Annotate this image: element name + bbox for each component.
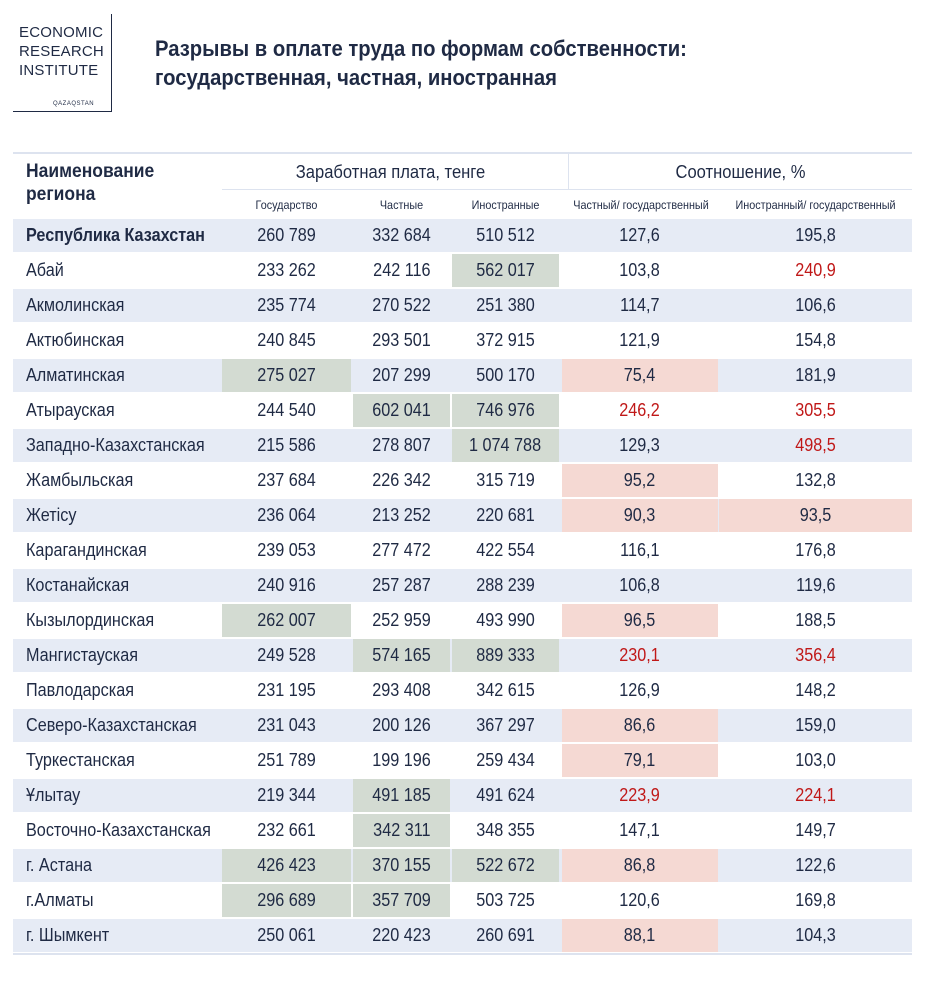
region-name — [13, 814, 231, 847]
wage-for — [452, 779, 559, 812]
table-row — [13, 744, 912, 777]
ratio-for-gov-text: 305,5 — [795, 400, 836, 420]
wage-priv — [353, 919, 450, 952]
region-name-text: Костанайская — [26, 575, 130, 595]
ratio-priv-gov — [562, 639, 718, 672]
wage-gov — [222, 429, 351, 462]
ratio-for-gov-text: 159,0 — [795, 715, 836, 735]
wage-for-text: 348 355 — [476, 820, 535, 840]
header-divider — [222, 189, 912, 190]
ratio-for-gov-text: 119,6 — [795, 575, 836, 595]
wage-for — [452, 709, 559, 742]
region-name — [13, 359, 231, 392]
wage-for-text: 562 017 — [476, 260, 535, 280]
ratio-for-gov-text: 356,4 — [795, 645, 836, 665]
wage-priv — [353, 429, 450, 462]
wage-gov-text: 236 064 — [257, 505, 316, 525]
region-name-text: Актюбинская — [26, 330, 125, 350]
ratio-priv-gov-text: 79,1 — [624, 750, 656, 770]
ratio-priv-gov-text: 230,1 — [619, 645, 661, 665]
region-name-text: Кызылординская — [26, 610, 155, 630]
wage-gov-text: 235 774 — [257, 295, 316, 315]
wage-gov-text: 240 916 — [257, 575, 316, 595]
wage-priv — [353, 534, 450, 567]
region-name — [13, 569, 231, 602]
region-name-text: Северо-Казахстанская — [26, 715, 197, 735]
ratio-for-gov-text: 148,2 — [795, 680, 836, 700]
region-name — [13, 674, 231, 707]
wage-for-text: 372 915 — [476, 330, 535, 350]
ratio-priv-gov-text: 75,4 — [624, 365, 656, 385]
header-priv: Частные — [379, 198, 424, 212]
wage-for-text: 260 691 — [476, 925, 535, 945]
ratio-priv-gov-text: 90,3 — [624, 505, 656, 525]
table-bottom-border — [13, 953, 912, 955]
wage-gov — [222, 639, 351, 672]
region-name-text: Республика Казахстан — [26, 225, 205, 245]
ratio-for-gov-text: 188,5 — [795, 610, 836, 630]
wage-priv — [353, 289, 450, 322]
wage-for-text: 220 681 — [476, 505, 535, 525]
ratio-priv-gov — [562, 569, 718, 602]
wage-gov — [222, 254, 351, 287]
table-row — [13, 359, 912, 392]
ratio-for-gov — [719, 744, 912, 777]
table-row — [13, 604, 912, 637]
wage-for — [452, 289, 559, 322]
logo-subtitle: QAZAQSTAN — [53, 101, 95, 107]
wage-gov — [222, 674, 351, 707]
region-name-text: г. Астана — [26, 855, 93, 875]
wage-for-text: 342 615 — [476, 680, 535, 700]
ratio-priv-gov — [562, 709, 718, 742]
ratio-priv-gov — [562, 534, 718, 567]
ratio-priv-gov-text: 86,8 — [624, 855, 656, 875]
wage-for-text: 367 297 — [476, 715, 535, 735]
wage-for — [452, 324, 559, 357]
region-name-text: Западно-Казахстанская — [26, 435, 205, 455]
wage-priv-text: 226 342 — [372, 470, 431, 490]
header-group-separator — [568, 154, 569, 189]
wage-priv-text: 602 041 — [372, 400, 431, 420]
ratio-priv-gov-text: 88,1 — [624, 925, 656, 945]
wage-for-text: 491 624 — [476, 785, 535, 805]
wage-priv-text: 491 185 — [372, 785, 431, 805]
title-line-2: государственная, частная, иностранная — [155, 65, 557, 90]
header-ratio-priv-gov: Частный/ государственный — [573, 198, 709, 212]
wage-gov-text: 237 684 — [257, 470, 316, 490]
wage-gov-text: 219 344 — [257, 785, 316, 805]
wage-for — [452, 814, 559, 847]
wage-for-text: 493 990 — [476, 610, 535, 630]
wage-priv-text: 213 252 — [372, 505, 431, 525]
ratio-priv-gov — [562, 359, 718, 392]
wage-priv — [353, 814, 450, 847]
wage-priv-text: 293 408 — [372, 680, 431, 700]
wage-priv — [353, 604, 450, 637]
wage-gov-text: 240 845 — [257, 330, 316, 350]
wage-priv-text: 270 522 — [372, 295, 431, 315]
wage-priv-text: 252 959 — [372, 610, 431, 630]
ratio-for-gov-text: 106,6 — [795, 295, 836, 315]
wage-gov-text: 296 689 — [257, 890, 316, 910]
header-gov: Государство — [255, 198, 318, 212]
wage-gov-text: 249 528 — [257, 645, 316, 665]
wage-for — [452, 674, 559, 707]
region-name — [13, 394, 231, 427]
ratio-for-gov-text: 104,3 — [795, 925, 836, 945]
wage-gov — [222, 394, 351, 427]
wage-priv — [353, 219, 450, 252]
ratio-for-gov — [719, 674, 912, 707]
region-name — [13, 464, 231, 497]
region-name-text: Жамбыльская — [26, 470, 134, 490]
wage-priv — [353, 569, 450, 602]
table-row — [13, 814, 912, 847]
ratio-priv-gov — [562, 674, 718, 707]
wage-for — [452, 849, 559, 882]
region-name — [13, 499, 231, 532]
ratio-for-gov-text: 176,8 — [795, 540, 836, 560]
wage-gap-table — [13, 152, 912, 955]
wage-gov — [222, 779, 351, 812]
ratio-for-gov — [719, 219, 912, 252]
wage-gov-text: 250 061 — [257, 925, 316, 945]
logo-line-2: RESEARCH — [19, 43, 104, 60]
wage-gov-text: 275 027 — [257, 365, 316, 385]
region-name-text: Абай — [26, 260, 64, 280]
table-row — [13, 254, 912, 287]
wage-gov — [222, 709, 351, 742]
ratio-priv-gov-text: 86,6 — [624, 715, 656, 735]
table-row — [13, 919, 912, 952]
ratio-priv-gov-text: 129,3 — [619, 435, 661, 455]
region-name — [13, 639, 231, 672]
table-row — [13, 429, 912, 462]
ratio-for-gov — [719, 289, 912, 322]
ratio-priv-gov-text: 126,9 — [619, 680, 661, 700]
ratio-priv-gov — [562, 254, 718, 287]
table-row — [13, 499, 912, 532]
ratio-priv-gov — [562, 289, 718, 322]
wage-gov — [222, 919, 351, 952]
table-row — [13, 849, 912, 882]
wage-gov — [222, 744, 351, 777]
wage-priv-text: 200 126 — [372, 715, 431, 735]
wage-gov-text: 262 007 — [257, 610, 316, 630]
ratio-for-gov-text: 132,8 — [795, 470, 836, 490]
table-row — [13, 219, 912, 252]
table-row — [13, 884, 912, 917]
wage-for — [452, 429, 559, 462]
ratio-for-gov — [719, 464, 912, 497]
region-name — [13, 849, 231, 882]
ratio-for-gov — [719, 429, 912, 462]
ratio-for-gov — [719, 814, 912, 847]
region-name — [13, 779, 231, 812]
ratio-for-gov — [719, 919, 912, 952]
wage-priv — [353, 499, 450, 532]
wage-for — [452, 639, 559, 672]
region-name-text: г.Алматы — [26, 890, 94, 910]
wage-for — [452, 499, 559, 532]
institute-logo — [13, 14, 112, 112]
ratio-for-gov-text: 122,6 — [795, 855, 836, 875]
table-row — [13, 394, 912, 427]
region-name — [13, 289, 231, 322]
header-ratio-group: Соотношение, % — [675, 162, 806, 182]
table-body — [13, 219, 912, 952]
ratio-priv-gov-text: 114,7 — [620, 295, 660, 315]
ratio-priv-gov — [562, 779, 718, 812]
wage-gov-text: 231 043 — [257, 715, 316, 735]
ratio-for-gov-text: 181,9 — [795, 365, 836, 385]
header-for: Иностранные — [471, 198, 540, 212]
ratio-priv-gov-text: 147,1 — [619, 820, 661, 840]
wage-gov-text: 426 423 — [257, 855, 316, 875]
region-name-text: Ұлытау — [26, 785, 81, 805]
region-name — [13, 709, 231, 742]
region-name-text: Карагандинская — [26, 540, 147, 560]
ratio-for-gov-text: 103,0 — [795, 750, 836, 770]
wage-gov-text: 239 053 — [257, 540, 316, 560]
region-name-text: Алматинская — [26, 365, 125, 385]
ratio-for-gov-text: 154,8 — [795, 330, 836, 350]
wage-priv-text: 574 165 — [372, 645, 431, 665]
ratio-for-gov — [719, 394, 912, 427]
wage-priv — [353, 884, 450, 917]
header-region: Наименование региона — [26, 161, 155, 205]
table-row — [13, 324, 912, 357]
region-name — [13, 919, 231, 952]
ratio-for-gov — [719, 639, 912, 672]
wage-for — [452, 359, 559, 392]
wage-priv-text: 293 501 — [372, 330, 431, 350]
ratio-priv-gov — [562, 744, 718, 777]
wage-for-text: 259 434 — [476, 750, 535, 770]
wage-priv-text: 277 472 — [372, 540, 431, 560]
region-name-text: Жетісу — [26, 505, 77, 525]
wage-gov-text: 232 661 — [257, 820, 316, 840]
wage-for-text: 522 672 — [476, 855, 535, 875]
logo-line-3: INSTITUTE — [19, 62, 99, 79]
wage-gov — [222, 604, 351, 637]
wage-priv-text: 342 311 — [372, 820, 431, 840]
ratio-priv-gov-text: 96,5 — [624, 610, 656, 630]
ratio-for-gov — [719, 709, 912, 742]
region-name — [13, 324, 231, 357]
ratio-for-gov — [719, 534, 912, 567]
table-row — [13, 464, 912, 497]
ratio-priv-gov — [562, 394, 718, 427]
wage-for — [452, 569, 559, 602]
region-name-text: г. Шымкент — [26, 925, 110, 945]
wage-gov — [222, 534, 351, 567]
table-row — [13, 639, 912, 672]
table-row — [13, 289, 912, 322]
ratio-for-gov-text: 149,7 — [795, 820, 836, 840]
wage-gov — [222, 814, 351, 847]
ratio-priv-gov — [562, 499, 718, 532]
logo-line-1: ECONOMIC — [19, 24, 104, 41]
ratio-for-gov — [719, 359, 912, 392]
wage-priv — [353, 744, 450, 777]
wage-gov-text: 251 789 — [257, 750, 316, 770]
ratio-for-gov — [719, 779, 912, 812]
wage-for — [452, 254, 559, 287]
region-name — [13, 219, 231, 252]
table-row — [13, 569, 912, 602]
wage-for — [452, 219, 559, 252]
ratio-for-gov — [719, 499, 912, 532]
header-salary-group: Заработная плата, тенге — [295, 162, 486, 182]
wage-gov-text: 244 540 — [257, 400, 316, 420]
wage-priv-text: 257 287 — [372, 575, 431, 595]
region-name — [13, 429, 231, 462]
region-name-text: Акмолинская — [26, 295, 125, 315]
wage-for-text: 889 333 — [476, 645, 535, 665]
wage-for — [452, 464, 559, 497]
ratio-priv-gov-text: 223,9 — [619, 785, 661, 805]
wage-for — [452, 534, 559, 567]
wage-for-text: 746 976 — [476, 400, 535, 420]
ratio-priv-gov-text: 106,8 — [619, 575, 661, 595]
ratio-for-gov-text: 93,5 — [799, 505, 832, 525]
region-name-text: Восточно-Казахстанская — [26, 820, 211, 840]
wage-priv-text: 220 423 — [372, 925, 431, 945]
wage-priv — [353, 324, 450, 357]
wage-priv-text: 357 709 — [372, 890, 431, 910]
ratio-priv-gov — [562, 919, 718, 952]
ratio-for-gov — [719, 604, 912, 637]
ratio-priv-gov — [562, 849, 718, 882]
wage-gov-text: 231 195 — [257, 680, 316, 700]
wage-priv — [353, 709, 450, 742]
region-name-text: Мангистауская — [26, 645, 139, 665]
wage-gov-text: 215 586 — [257, 435, 316, 455]
region-name — [13, 254, 231, 287]
wage-gov — [222, 569, 351, 602]
wage-gov-text: 233 262 — [257, 260, 316, 280]
ratio-priv-gov-text: 95,2 — [624, 470, 656, 490]
ratio-for-gov — [719, 884, 912, 917]
table-row — [13, 674, 912, 707]
region-name — [13, 744, 231, 777]
table-row — [13, 534, 912, 567]
wage-priv-text: 332 684 — [372, 225, 431, 245]
wage-priv — [353, 779, 450, 812]
ratio-priv-gov — [562, 429, 718, 462]
ratio-priv-gov-text: 246,2 — [619, 400, 661, 420]
ratio-priv-gov — [562, 604, 718, 637]
wage-for-text: 510 512 — [476, 225, 535, 245]
wage-priv — [353, 639, 450, 672]
wage-priv — [353, 254, 450, 287]
wage-for — [452, 394, 559, 427]
wage-for-text: 288 239 — [476, 575, 535, 595]
wage-for — [452, 744, 559, 777]
region-name — [13, 884, 231, 917]
wage-for-text: 422 554 — [476, 540, 535, 560]
wage-gov — [222, 324, 351, 357]
ratio-priv-gov-text: 121,9 — [619, 330, 661, 350]
ratio-for-gov — [719, 254, 912, 287]
ratio-for-gov-text: 195,8 — [795, 225, 836, 245]
ratio-for-gov-text: 498,5 — [795, 435, 836, 455]
ratio-priv-gov-text: 127,6 — [619, 225, 661, 245]
wage-for-text: 503 725 — [476, 890, 535, 910]
wage-for-text: 315 719 — [476, 470, 535, 490]
ratio-priv-gov — [562, 464, 718, 497]
region-name — [13, 604, 231, 637]
wage-gov — [222, 219, 351, 252]
wage-priv-text: 370 155 — [372, 855, 431, 875]
wage-gov — [222, 884, 351, 917]
wage-gov — [222, 464, 351, 497]
header-ratio-for-gov: Иностранный/ государственный — [735, 198, 896, 212]
page-title — [155, 34, 836, 92]
ratio-for-gov — [719, 324, 912, 357]
region-name-text: Павлодарская — [26, 680, 134, 700]
table-header — [13, 152, 912, 219]
ratio-priv-gov-text: 120,6 — [619, 890, 661, 910]
wage-priv — [353, 849, 450, 882]
wage-gov — [222, 289, 351, 322]
wage-for-text: 1 074 788 — [469, 435, 542, 455]
ratio-for-gov — [719, 569, 912, 602]
ratio-for-gov-text: 240,9 — [795, 260, 836, 280]
wage-for — [452, 884, 559, 917]
wage-for-text: 251 380 — [476, 295, 535, 315]
wage-gov-text: 260 789 — [257, 225, 316, 245]
wage-priv-text: 242 116 — [372, 260, 431, 280]
title-line-1: Разрывы в оплате труда по формам собственности: — [155, 36, 687, 61]
wage-gov — [222, 849, 351, 882]
ratio-priv-gov-text: 116,1 — [620, 540, 660, 560]
wage-for-text: 500 170 — [476, 365, 535, 385]
wage-priv-text: 199 196 — [372, 750, 431, 770]
ratio-priv-gov — [562, 219, 718, 252]
wage-priv — [353, 359, 450, 392]
region-name-text: Атырауская — [26, 400, 115, 420]
region-name-text: Туркестанская — [26, 750, 135, 770]
wage-priv-text: 278 807 — [372, 435, 431, 455]
ratio-for-gov-text: 224,1 — [795, 785, 836, 805]
table-row — [13, 709, 912, 742]
ratio-for-gov-text: 169,8 — [795, 890, 836, 910]
ratio-priv-gov — [562, 324, 718, 357]
table-row — [13, 779, 912, 812]
wage-gov — [222, 499, 351, 532]
wage-priv — [353, 464, 450, 497]
wage-priv — [353, 674, 450, 707]
region-name — [13, 534, 231, 567]
ratio-priv-gov — [562, 814, 718, 847]
wage-priv-text: 207 299 — [372, 365, 431, 385]
wage-gov — [222, 359, 351, 392]
wage-for — [452, 919, 559, 952]
ratio-for-gov — [719, 849, 912, 882]
wage-priv — [353, 394, 450, 427]
ratio-priv-gov-text: 103,8 — [619, 260, 661, 280]
wage-for — [452, 604, 559, 637]
ratio-priv-gov — [562, 884, 718, 917]
